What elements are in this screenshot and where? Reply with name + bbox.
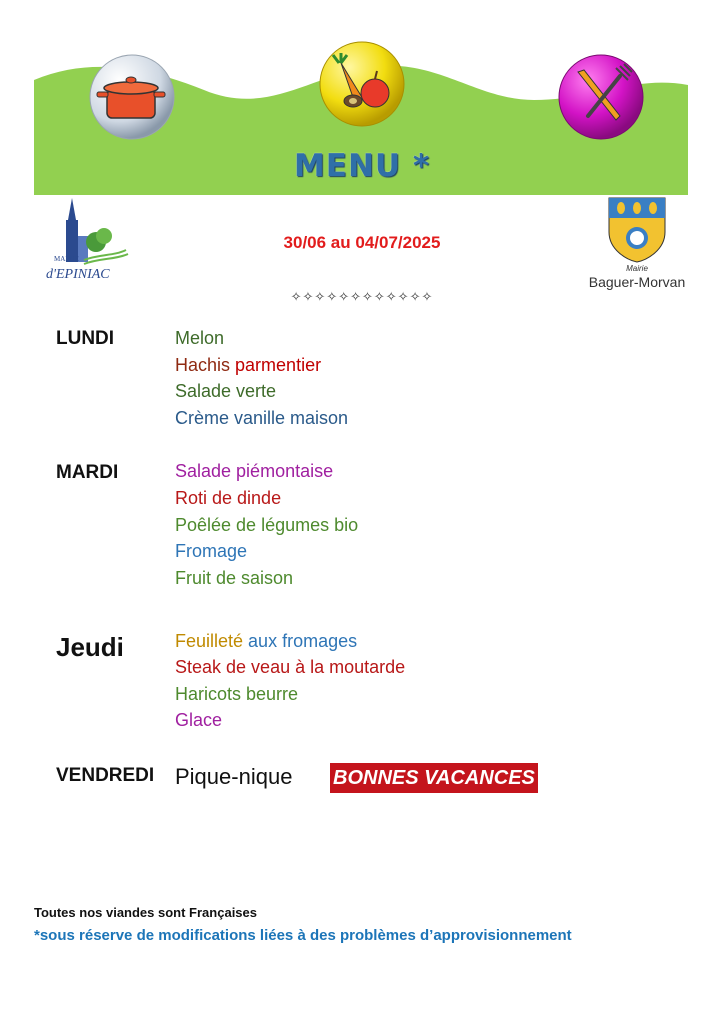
day-thursday: Jeudi (56, 632, 124, 662)
dish-text-segment: Hachis (175, 355, 236, 375)
dish-text-segment: Salade verte (175, 381, 277, 401)
dish-text-segment: aux fromages (248, 631, 358, 651)
epiniac-mairie-label: MAIRIE (54, 255, 79, 263)
page-title: MENU * (293, 148, 431, 184)
dish-item (175, 541, 247, 562)
dish-item (175, 631, 357, 652)
dish-text-segment: Glace (175, 710, 223, 730)
dish-item (175, 355, 321, 376)
dish-item (175, 408, 348, 429)
baguer-morvan-logo (583, 196, 691, 292)
fruits-vegetables-icon (319, 41, 405, 127)
holiday-banner: BONNES VACANCES (330, 763, 538, 793)
day-friday: VENDREDI (56, 765, 155, 786)
cooking-pot-icon (89, 54, 175, 140)
dish-item (175, 328, 224, 349)
dish-text-segment: parmentier (235, 355, 322, 375)
day-monday: LUNDI (56, 328, 115, 349)
knife-fork-icon (558, 54, 644, 140)
dish-item (175, 381, 276, 402)
epiniac-name: d'EPINIAC (46, 267, 110, 282)
dish-item (175, 515, 358, 536)
dish-item (175, 488, 281, 509)
dish-text-segment: Fromage (175, 541, 248, 561)
dish-text-segment: Fruit de saison (175, 568, 294, 588)
baguer-morvan-name: Baguer-Morvan (588, 274, 686, 290)
dish-text-segment: Salade piémontaise (175, 461, 334, 481)
dish-text-segment: Haricots beurre (175, 684, 299, 704)
dish-item (175, 461, 333, 482)
dish-item (175, 568, 293, 589)
baguer-morvan-mairie-label: Mairie (626, 264, 648, 273)
dish-item (175, 710, 222, 731)
dish-item (175, 657, 405, 678)
dish-text-segment: Roti de dinde (175, 488, 282, 508)
day-tuesday: MARDI (56, 462, 119, 483)
dish-item (175, 764, 292, 790)
dish-text-segment: Poêlée de légumes bio (175, 515, 359, 535)
date-range: 30/06 au 04/07/2025 (283, 233, 441, 252)
footer-note: Toutes nos viandes sont Françaises (34, 905, 257, 920)
dish-text-segment: Crème vanille maison (175, 408, 349, 428)
dish-text-segment: Melon (175, 328, 225, 348)
footer-reserve: *sous réserve de modifications liées à des problèmes d’approvisionnement (34, 927, 572, 944)
dish-item (175, 684, 298, 705)
separator-stars: ✧✧✧✧✧✧✧✧✧✧✧✧ (290, 289, 434, 304)
dish-text-segment: Feuilleté (175, 631, 249, 651)
dish-text-segment: Steak de veau à la moutarde (175, 657, 406, 677)
dish-text-segment: Pique-nique (175, 764, 293, 789)
